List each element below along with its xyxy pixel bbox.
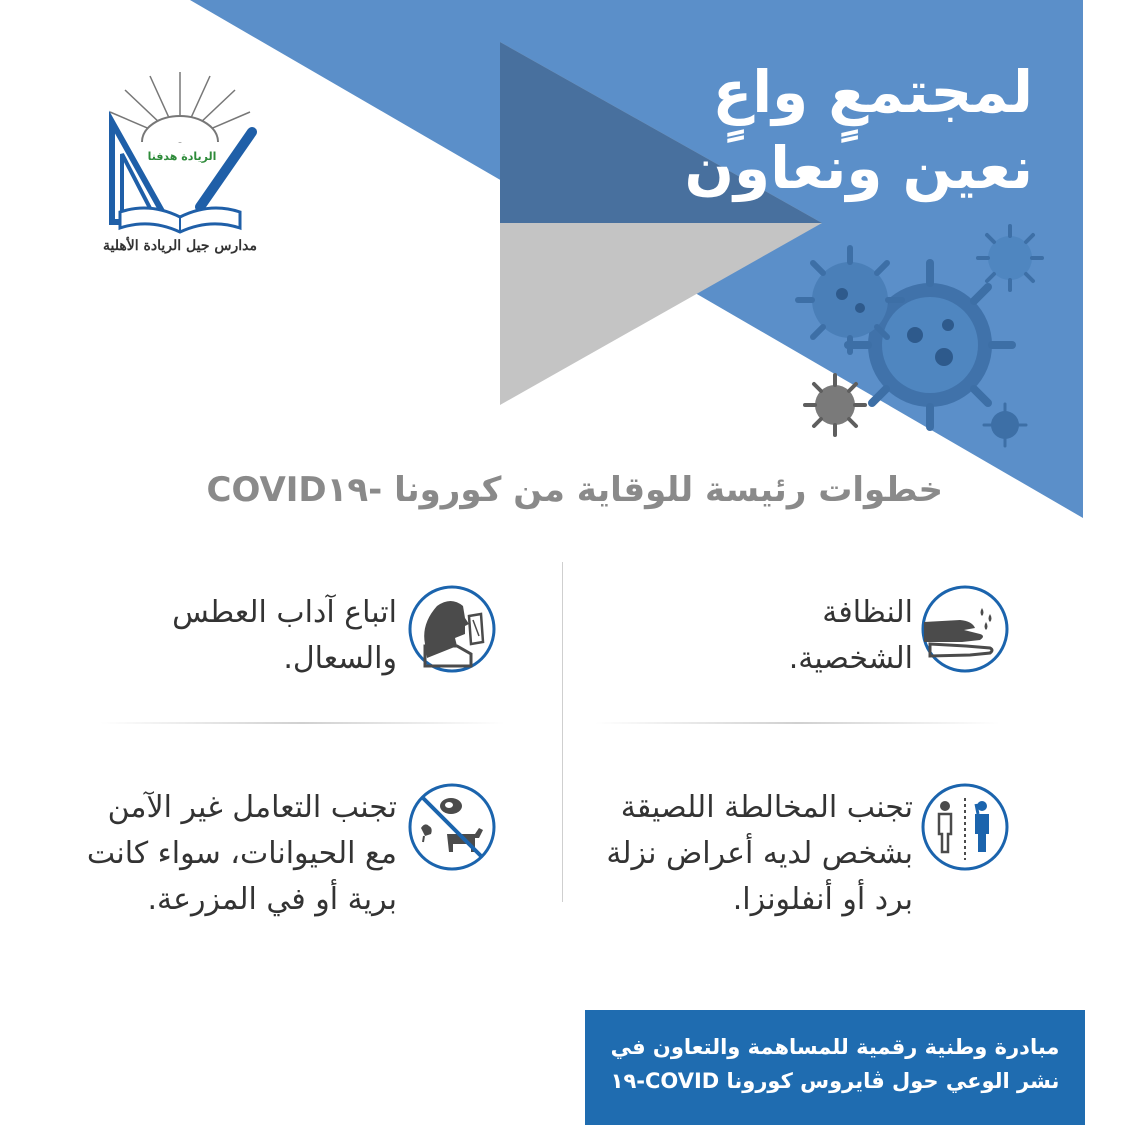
step-line: اتباع آداب العطس <box>172 595 397 630</box>
logo-school-name: مدارس جيل الريادة الأهلية <box>103 238 257 254</box>
sneeze-cough-icon <box>407 584 497 674</box>
horizontal-divider-left <box>100 722 505 724</box>
washing-hands-icon <box>920 584 1010 674</box>
social-distance-icon <box>920 782 1010 872</box>
step-line: الشخصية. <box>788 641 913 676</box>
step-line: مع الحيوانات، سواء كانت <box>86 836 397 871</box>
footer-line-1: مبادرة وطنية رقمية للمساهمة والتعاون في <box>610 1035 1060 1059</box>
step-line: برية أو في المزرعة. <box>147 882 397 917</box>
headline <box>553 54 1033 206</box>
no-animals-icon <box>407 782 497 872</box>
step-line: والسعال. <box>283 641 397 676</box>
step-sneeze-etiquette <box>37 590 397 682</box>
step-line: تجنب التعامل غير الآمن <box>107 790 397 825</box>
footer-line-2: نشر الوعي حول ڤايروس كورونا COVID-١٩ <box>610 1069 1060 1093</box>
step-avoid-contact <box>513 785 913 923</box>
step-avoid-animals <box>17 785 397 923</box>
step-line: برد أو أنفلونزا. <box>732 882 913 917</box>
section-subtitle: خطوات رئيسة للوقاية من كورونا -COVID١٩ <box>206 470 943 510</box>
footer-banner <box>585 1010 1085 1125</box>
step-line: النظافة <box>822 595 913 630</box>
logo-slogan: الريادة هدفنا <box>147 150 217 163</box>
step-line: تجنب المخالطة اللصيقة <box>620 790 913 825</box>
headline-line-1: لمجتمعٍ واعٍ <box>712 58 1033 126</box>
horizontal-divider-right <box>595 722 1000 724</box>
school-logo <box>80 62 280 272</box>
headline-line-2: نعين ونعاون <box>684 134 1033 202</box>
step-personal-hygiene <box>593 590 913 682</box>
step-line: بشخص لديه أعراض نزلة <box>606 836 913 871</box>
